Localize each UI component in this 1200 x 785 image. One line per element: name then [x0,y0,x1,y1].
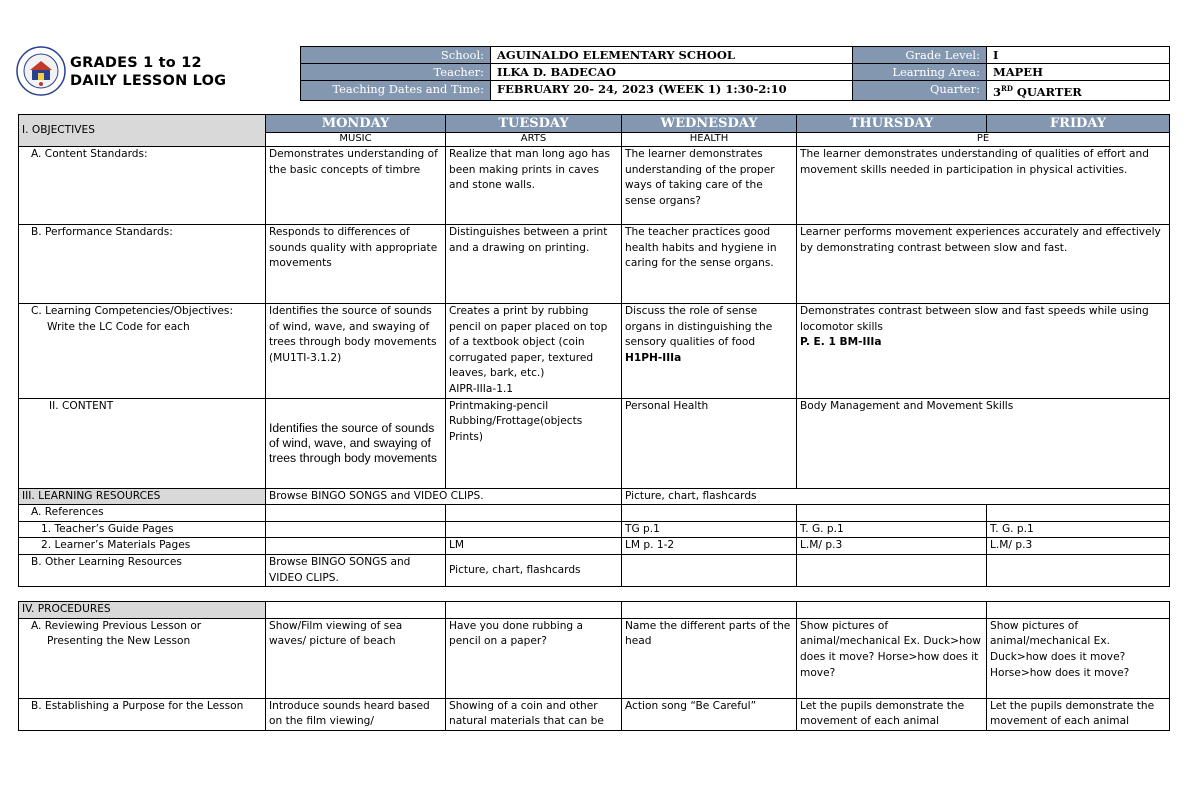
subject-arts: ARTS [446,133,622,147]
area-value: MAPEH [987,64,1170,81]
other-resources-thu [797,554,987,586]
dates-value: FEBRUARY 20- 24, 2023 (WEEK 1) 1:30-2:10 [491,81,853,101]
content-heading: II. CONTENT [19,398,266,488]
reviewing-lesson-wed: Name the different parts of the head [622,618,797,698]
tg-pages-fri: T. G. p.1 [987,521,1170,538]
tg-pages-tue [446,521,622,538]
day-tuesday: TUESDAY [446,115,622,133]
content-standards-mon: Demonstrates understanding of the basic concepts of timbre [266,147,446,225]
other-resources-label: B. Other Learning Resources [19,554,266,586]
day-friday: FRIDAY [987,115,1170,133]
reviewing-lesson-label-line2: Presenting the New Lesson [47,635,191,648]
performance-standards-tue: Distinguishes between a print and a drawing on printing. [446,225,622,304]
purpose-fri: Let the pupils demonstrate the movement of each animal [987,698,1170,730]
day-wednesday: WEDNESDAY [622,115,797,133]
quarter-label: Quarter: [853,81,987,101]
learning-resources-heading: III. LEARNING RESOURCES [19,488,266,505]
references-tue [446,505,622,522]
grade-label: Grade Level: [853,47,987,64]
grade-value: I [987,47,1170,64]
header-info-table [300,46,1170,101]
competencies-mon: Identifies the source of sounds of wind, wave, and swaying of trees through body movements (MU1TI-3.1.2) [266,304,446,399]
content-standards-wed: The learner demonstrates understanding of the proper ways of taking care of the sense organs? [622,147,797,225]
other-resources-fri [987,554,1170,586]
lm-pages-wed: LM p. 1-2 [622,538,797,555]
competencies-tue [446,304,622,399]
performance-standards-wed: The teacher practices good health habits and hygiene in caring for the sense organs. [622,225,797,304]
competencies-label-line2: Write the LC Code for each [47,320,190,333]
dates-label: Teaching Dates and Time: [301,81,491,101]
procedures-mon [266,602,446,619]
content-pe: Body Management and Movement Skills [797,398,1170,488]
reviewing-lesson-tue: Have you done rubbing a pencil on a paper? [446,618,622,698]
content-mon: Identifies the source of sounds of wind, wave, and swaying of trees through body movements [266,398,446,488]
other-resources-mon: Browse BINGO SONGS and VIDEO CLIPS. [266,554,446,586]
objectives-heading: I. OBJECTIVES [19,115,266,147]
purpose-thu: Let the pupils demonstrate the movement of each animal [797,698,987,730]
doc-title-line1: GRADES 1 to 12 [70,55,202,71]
tg-pages-thu: T. G. p.1 [797,521,987,538]
purpose-tue: Showing of a coin and other natural materials that can be [446,698,622,730]
competencies-pe [797,304,1170,399]
lm-pages-tue: LM [446,538,622,555]
procedures-wed [622,602,797,619]
competencies-pe-code: P. E. 1 BM-IIIa [800,336,882,349]
other-resources-wed [622,554,797,586]
competencies-wed-code: H1PH-IIIa [625,351,682,364]
references-thu [797,505,987,522]
reviewing-lesson-label [19,618,266,698]
lm-pages-thu: L.M/ p.3 [797,538,987,555]
references-mon [266,505,446,522]
school-value: AGUINALDO ELEMENTARY SCHOOL [491,47,853,64]
other-resources-tue: Picture, chart, flashcards [446,554,622,586]
performance-standards-mon: Responds to differences of sounds quality with appropriate movements [266,225,446,304]
lesson-log-table [18,114,1170,731]
purpose-wed: Action song “Be Careful” [622,698,797,730]
tg-pages-wed: TG p.1 [622,521,797,538]
learning-resources-mon: Browse BINGO SONGS and VIDEO CLIPS. [266,488,622,505]
reviewing-lesson-fri: Show pictures of animal/mechanical Ex. Duck>how does it move? Horse>how does it move? [987,618,1170,698]
day-monday: MONDAY [266,115,446,133]
procedures-tue [446,602,622,619]
subject-pe: PE [797,133,1170,147]
procedures-fri [987,602,1170,619]
competencies-tue-code: AIPR-IIIa-1.1 [449,382,514,395]
performance-standards-label: B. Performance Standards: [19,225,266,304]
references-fri [987,505,1170,522]
procedures-thu [797,602,987,619]
reviewing-lesson-mon: Show/Film viewing of sea waves/ picture of beach [266,618,446,698]
reviewing-lesson-label-line1: A. Reviewing Previous Lesson or [31,619,202,632]
deped-seal-logo [16,46,66,96]
school-label: School: [301,47,491,64]
competencies-label-line1: C. Learning Competencies/Objectives: [31,305,234,317]
procedures-heading: IV. PROCEDURES [19,602,266,619]
content-standards-label: A. Content Standards: [19,147,266,225]
competencies-wed [622,304,797,399]
competencies-tue-text: Creates a print by rubbing pencil on paper placed on top of a textbook object (coin corrugated paper, textured leaves, bark, etc.) [449,305,608,380]
teacher-value: ILKA D. BADECAO [491,64,853,81]
teacher-label: Teacher: [301,64,491,81]
quarter-value: 3RD QUARTER [987,81,1170,101]
references-label: A. References [19,505,266,522]
lm-pages-label: 2. Learner’s Materials Pages [19,538,266,555]
section-spacer [19,587,1170,602]
content-standards-pe: The learner demonstrates understanding of qualities of effort and movement skills needed in participation in physical activities. [797,147,1170,225]
competencies-wed-text: Discuss the role of sense organs in distinguishing the sensory qualities of food [625,305,773,349]
purpose-label: B. Establishing a Purpose for the Lesson [19,698,266,730]
references-wed [622,505,797,522]
competencies-pe-text: Demonstrates contrast between slow and fast speeds while using locomotor skills [800,305,1149,333]
subject-health: HEALTH [622,133,797,147]
subject-music: MUSIC [266,133,446,147]
reviewing-lesson-thu: Show pictures of animal/mechanical Ex. Duck>how does it move? Horse>how does it move? [797,618,987,698]
lm-pages-mon [266,538,446,555]
content-standards-tue: Realize that man long ago has been making prints in caves and stone walls. [446,147,622,225]
doc-title-line2: DAILY LESSON LOG [70,73,227,89]
day-thursday: THURSDAY [797,115,987,133]
competencies-label [19,304,266,399]
purpose-mon: Introduce sounds heard based on the film viewing/ [266,698,446,730]
content-tue: Printmaking-pencil Rubbing/Frottage(objects Prints) [446,398,622,488]
area-label: Learning Area: [853,64,987,81]
lm-pages-fri: L.M/ p.3 [987,538,1170,555]
content-wed: Personal Health [622,398,797,488]
performance-standards-pe: Learner performs movement experiences accurately and effectively by demonstrating contrast between slow and fast. [797,225,1170,304]
tg-pages-mon [266,521,446,538]
learning-resources-wed: Picture, chart, flashcards [622,488,1170,505]
tg-pages-label: 1. Teacher’s Guide Pages [19,521,266,538]
